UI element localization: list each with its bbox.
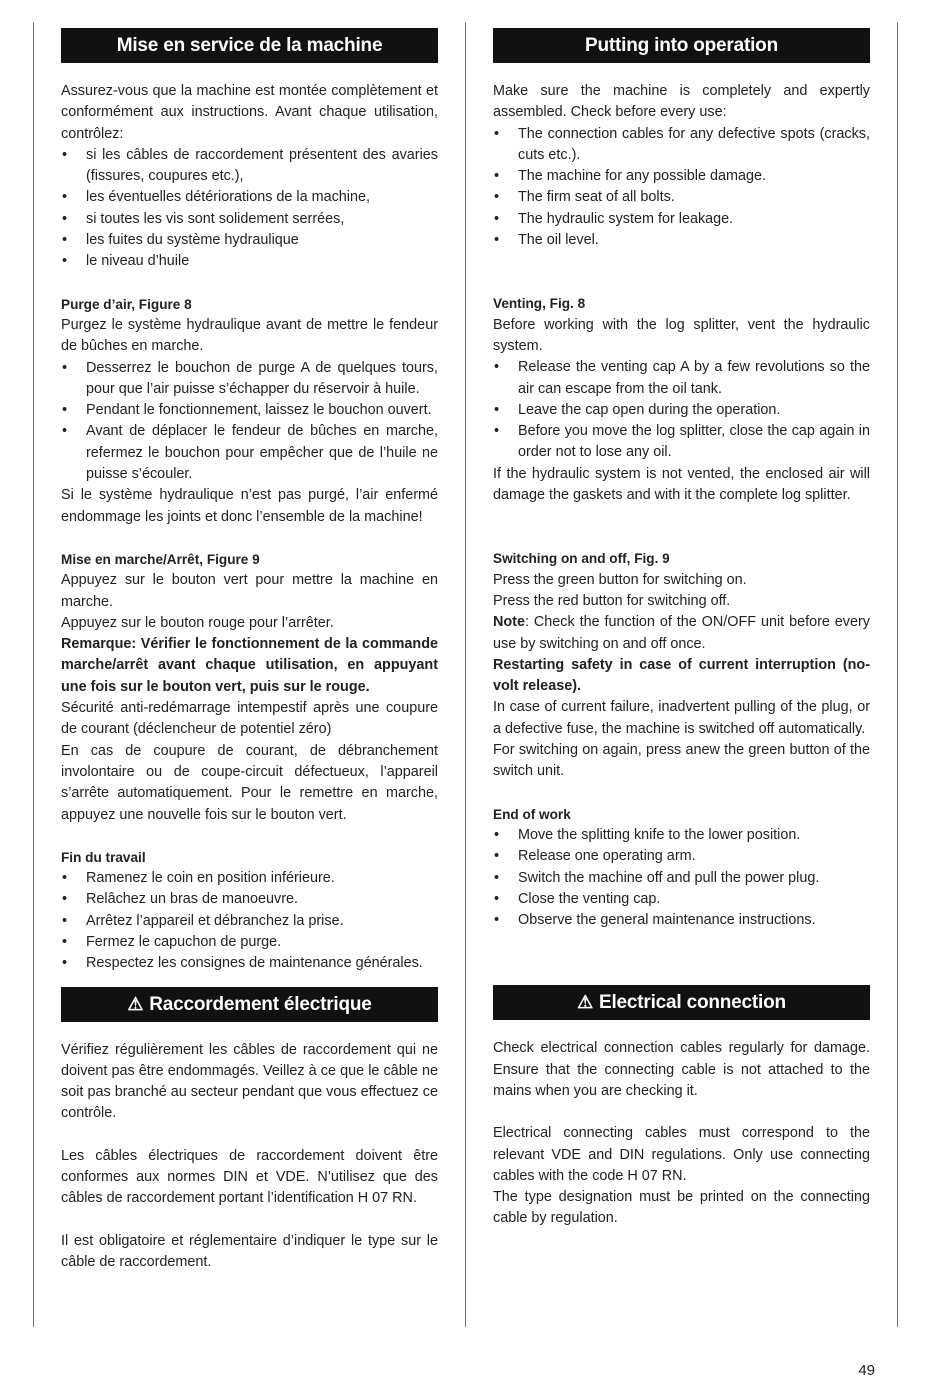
mise-en-service-intro: Assurez-vous que la machine est montée complètement et conformément aux instructions. Avant chaque utilisation, contrôlez: xyxy=(61,83,438,142)
marche-arret-heading: Mise en marche/Arrêt, Figure 9 xyxy=(61,551,260,567)
list-item: • Observe the general maintenance instructions. xyxy=(493,910,870,931)
securite-text: Sécurité anti-redémarrage intempestif après une coupure de courant (déclencheur de potentiel zéro) xyxy=(61,700,438,738)
list-item: • The firm seat of all bolts. xyxy=(493,187,870,208)
coupure-text: En cas de coupure de courant, de débranchement involontaire ou de coupe-circuit défectueux, l’appareil s’arrête automatiquement. Pour le remettre en marche, appuyez une nouvelle fois sur le bouton vert. xyxy=(61,742,438,823)
page-number: 49 xyxy=(858,1362,875,1379)
list-item: • Relâchez un bras de manoeuvre. xyxy=(61,889,438,910)
mise-en-service-checklist xyxy=(61,145,438,273)
list-item: • Leave the cap open during the operation. xyxy=(493,400,870,421)
switching-heading: Switching on and off, Fig. 9 xyxy=(493,551,670,567)
purge-intro: Purgez le système hydraulique avant de mettre le fendeur de bûches en marche. xyxy=(61,316,438,355)
list-item: • Ramenez le coin en position inférieure. xyxy=(61,868,438,889)
list-item: • si toutes les vis sont solidement serrées, xyxy=(61,209,438,230)
warning-triangle-icon: ⚠ xyxy=(577,992,593,1013)
purge-heading: Purge d’air, Figure 8 xyxy=(61,296,192,312)
section-title-raccordement xyxy=(61,987,438,1022)
venting-intro: Before working with the log splitter, vent the hydraulic system. xyxy=(493,316,870,354)
raccordement-p1: Vérifiez régulièrement les câbles de raccordement qui ne doivent pas être endommagés. Veillez à ce que le câble ne soit pas branché au secteur pendant que vous effectuez ce contrôle. xyxy=(61,1041,438,1122)
left-margin-rule xyxy=(33,22,34,1327)
list-item: • Before you move the log splitter, close the cap again in order not to lose any oil. xyxy=(493,421,870,464)
venting-warning-text: If the hydraulic system is not vented, the enclosed air will damage the gaskets and with it the complete log splitter. xyxy=(493,465,870,504)
arret-text: Appuyez sur le bouton rouge pour l’arrêter. xyxy=(61,614,334,631)
list-item: • Release the venting cap A by a few revolutions so the air can escape from the oil tank. xyxy=(493,357,870,400)
list-item: • Switch the machine off and pull the power plug. xyxy=(493,868,870,889)
putting-into-operation-intro: Make sure the machine is completely and expertly assembled. Check before every use: xyxy=(493,83,870,121)
electrical-p3: The type designation must be printed on the connecting cable by regulation. xyxy=(493,1189,870,1227)
english-column xyxy=(493,28,870,1230)
warning-triangle-icon: ⚠ xyxy=(127,993,144,1014)
fin-du-travail-heading: Fin du travail xyxy=(61,849,146,865)
raccordement-title-text: Raccordement électrique xyxy=(149,993,372,1015)
purge-warning-text: Si le système hydraulique n’est pas purgé, l’air enfermé endommage les joints et donc l’ensemble de la machine! xyxy=(61,487,438,525)
raccordement-p3: Il est obligatoire et réglementaire d’indiquer le type sur le câble de raccordement. xyxy=(61,1232,438,1270)
switch-on-text: Press the green button for switching on. xyxy=(493,571,747,588)
venting-heading: Venting, Fig. 8 xyxy=(493,296,586,312)
list-item: • Desserrez le bouchon de purge A de quelques tours, pour que l’air puisse s’échapper du réservoir à huile. xyxy=(61,358,438,401)
list-item: • Avant de déplacer le fendeur de bûches en marche, refermez le bouchon pour empêcher que de l’huile ne puisse s’écouler. xyxy=(61,421,438,485)
fin-du-travail-steps xyxy=(61,868,438,974)
list-item: • les fuites du système hydraulique xyxy=(61,230,438,251)
electrical-title-text: Electrical connection xyxy=(599,992,786,1014)
french-column xyxy=(61,28,438,1273)
switching-on-again-text: For switching on again, press anew the green button of the switch unit. xyxy=(493,742,870,780)
list-item: • The oil level. xyxy=(493,230,870,251)
list-item: • Release one operating arm. xyxy=(493,846,870,867)
list-item: • Respectez les consignes de maintenance générales. xyxy=(61,953,438,974)
raccordement-p2: Les câbles électriques de raccordement doivent être conformes aux normes DIN et VDE. N’utilisez que des câbles de raccordement portant l’identification H 07 RN. xyxy=(61,1147,438,1207)
electrical-p1: Check electrical connection cables regularly for damage. Ensure that the connecting cable is not attached to the mains when you are checking it. xyxy=(493,1040,870,1099)
switch-off-text: Press the red button for switching off. xyxy=(493,592,731,609)
list-item: • Arrêtez l’appareil et débranchez la prise. xyxy=(61,911,438,932)
center-divider-rule xyxy=(465,22,466,1327)
list-item: • The machine for any possible damage. xyxy=(493,166,870,187)
list-item: • Pendant le fonctionnement, laissez le bouchon ouvert. xyxy=(61,400,438,421)
section-title-putting-into-operation: Putting into operation xyxy=(493,28,870,63)
end-of-work-heading: End of work xyxy=(493,806,571,822)
purge-steps xyxy=(61,358,438,486)
right-margin-rule xyxy=(897,22,898,1327)
list-item: • les éventuelles détériorations de la machine, xyxy=(61,187,438,208)
putting-into-operation-checklist xyxy=(493,124,870,252)
note-body: : Check the function of the ON/OFF unit before every use by switching on and off once. xyxy=(493,614,870,652)
electrical-p2: Electrical connecting cables must correspond to the relevant VDE and DIN regulations. Only use connecting cables with the code H 07 RN. xyxy=(493,1125,870,1184)
current-failure-text: In case of current failure, inadvertent pulling of the plug, or a defective fuse, the machine is switched off automatically. xyxy=(493,699,870,737)
list-item: • Fermez le capuchon de purge. xyxy=(61,932,438,953)
list-item: • The hydraulic system for leakage. xyxy=(493,209,870,230)
section-title-mise-en-service: Mise en service de la machine xyxy=(61,28,438,63)
section-title-electrical-connection xyxy=(493,985,870,1020)
remarque-note: Remarque: Vérifier le fonctionnement de la commande marche/arrêt avant chaque utilisation, en appuyant une fois sur le bouton vert, puis sur le rouge. xyxy=(61,636,438,695)
marche-text: Appuyez sur le bouton vert pour mettre la machine en marche. xyxy=(61,572,438,610)
restarting-safety-text: Restarting safety in case of current interruption (no-volt release). xyxy=(493,656,870,695)
list-item: • Close the venting cap. xyxy=(493,889,870,910)
list-item: • The connection cables for any defective spots (cracks, cuts etc.). xyxy=(493,124,870,167)
note-label: Note xyxy=(493,614,525,631)
list-item: • le niveau d’huile xyxy=(61,251,438,272)
venting-steps xyxy=(493,357,870,463)
end-of-work-steps xyxy=(493,825,870,931)
list-item: • si les câbles de raccordement présentent des avaries (fissures, coupures etc.), xyxy=(61,145,438,188)
note-text xyxy=(493,612,870,655)
list-item: • Move the splitting knife to the lower position. xyxy=(493,825,870,846)
